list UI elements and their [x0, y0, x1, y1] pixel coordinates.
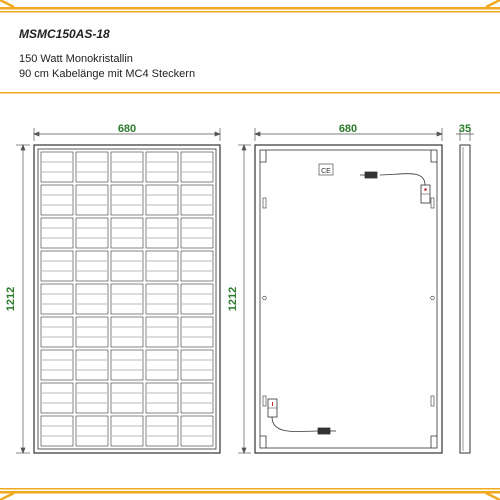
header-divider	[0, 92, 500, 94]
solar-cell	[146, 251, 178, 281]
upper-cable	[360, 172, 425, 185]
solar-cell	[111, 383, 143, 413]
front-panel	[34, 145, 220, 453]
solar-cell	[111, 317, 143, 347]
solar-cell	[181, 251, 213, 281]
solar-cell	[146, 350, 178, 380]
back-panel	[255, 145, 442, 453]
side-panel	[460, 145, 470, 453]
solar-cell	[181, 383, 213, 413]
solar-cell	[181, 218, 213, 248]
ce-label	[319, 164, 333, 175]
solar-cell	[76, 251, 108, 281]
front-height-dimension	[16, 145, 30, 453]
solar-cell	[76, 152, 108, 182]
solar-cell	[181, 284, 213, 314]
solar-cell	[76, 317, 108, 347]
solar-cell	[76, 185, 108, 215]
solar-cell	[146, 284, 178, 314]
solar-cell	[181, 185, 213, 215]
solar-cell	[111, 416, 143, 446]
power-description: 150 Watt Monokristallin	[19, 53, 133, 65]
solar-cell	[146, 383, 178, 413]
back-width-label: 680	[338, 123, 358, 135]
solar-cell	[76, 350, 108, 380]
solar-cell	[41, 251, 73, 281]
solar-cell	[41, 317, 73, 347]
solar-cell	[146, 218, 178, 248]
cable-description: 90 cm Kabelänge mit MC4 Steckern	[19, 68, 196, 80]
solar-cell	[41, 383, 73, 413]
solar-cell	[111, 251, 143, 281]
front-width-label: 680	[117, 123, 137, 135]
junction-box	[421, 185, 430, 203]
top-stripe	[0, 0, 500, 13]
solar-cell	[111, 284, 143, 314]
solar-cell	[146, 185, 178, 215]
solar-cell	[111, 218, 143, 248]
solar-cell	[111, 350, 143, 380]
solar-cell	[146, 416, 178, 446]
solar-cell	[181, 152, 213, 182]
solar-cell	[76, 383, 108, 413]
solar-cell	[76, 218, 108, 248]
solar-cell	[146, 152, 178, 182]
solar-cell	[41, 350, 73, 380]
solar-cell	[76, 284, 108, 314]
back-height-dimension	[238, 145, 251, 453]
solar-cell	[111, 185, 143, 215]
solar-cell	[181, 350, 213, 380]
solar-cell	[181, 317, 213, 347]
solar-cell	[41, 416, 73, 446]
front-height-label: 1212	[5, 286, 17, 312]
bottom-stripe	[0, 488, 500, 500]
back-height-label: 1212	[227, 286, 239, 312]
solar-cell	[76, 416, 108, 446]
solar-cell	[41, 218, 73, 248]
lower-connector	[268, 399, 277, 417]
side-depth-label: 35	[458, 123, 472, 135]
cell-grid	[41, 152, 213, 446]
solar-cell	[41, 152, 73, 182]
solar-cell	[146, 317, 178, 347]
solar-cell	[111, 152, 143, 182]
solar-cell	[181, 416, 213, 446]
lower-cable	[272, 417, 336, 434]
ce-mark: CE	[321, 168, 331, 175]
solar-cell	[41, 185, 73, 215]
solar-cell	[41, 284, 73, 314]
model-title: MSMC150AS-18	[19, 27, 110, 41]
